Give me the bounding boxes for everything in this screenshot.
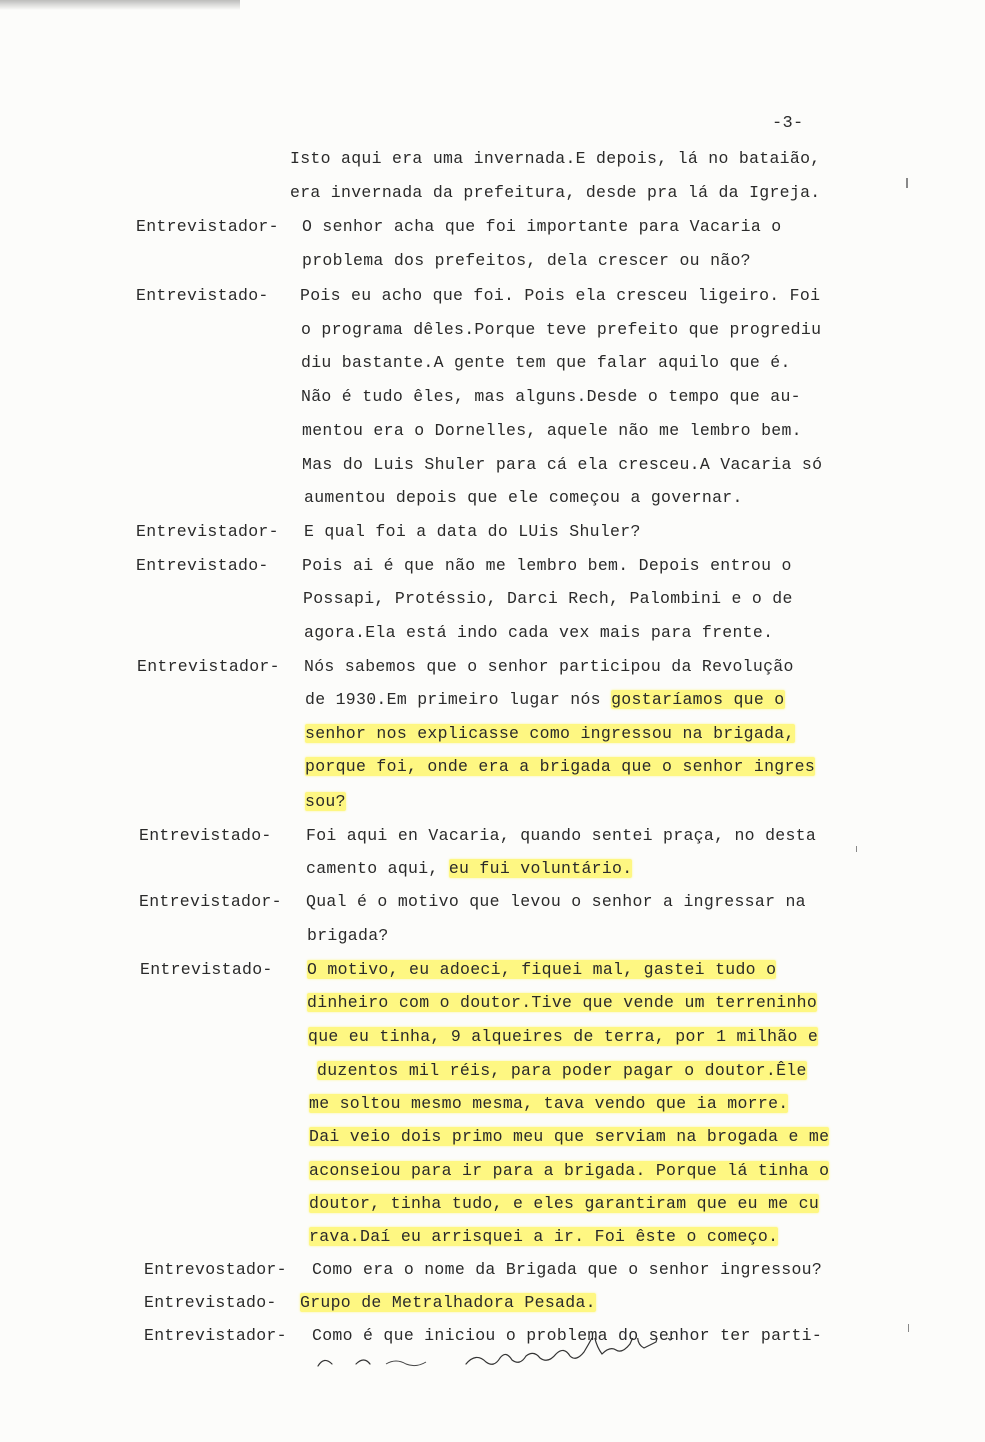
handwritten-annotation bbox=[316, 1338, 816, 1372]
text-line bbox=[305, 690, 785, 709]
highlighted-text: Dai veio dois primo meu que serviam na brogada e me bbox=[309, 1127, 830, 1146]
text-line bbox=[307, 960, 776, 979]
speaker-label: Entrevistador- bbox=[137, 657, 280, 676]
text-line bbox=[305, 757, 815, 776]
highlighted-text: me soltou mesmo mesma, tava vendo que ia morre. bbox=[309, 1094, 789, 1113]
text-line: Mas do Luis Shuler para cá ela cresceu.A Vacaria só bbox=[302, 455, 823, 474]
scan-shadow bbox=[0, 0, 240, 10]
speaker-label: Entrevistado- bbox=[140, 960, 273, 979]
text-line bbox=[307, 993, 817, 1012]
text-line: problema dos prefeitos, dela crescer ou não? bbox=[302, 251, 751, 270]
speaker-label: Entrevistado- bbox=[139, 826, 272, 845]
stray-mark bbox=[856, 846, 857, 852]
highlighted-text: que eu tinha, 9 alqueires de terra, por 1 milhão e bbox=[308, 1027, 819, 1046]
text-line bbox=[309, 1227, 778, 1246]
text-line: diu bastante.A gente tem que falar aquilo que é. bbox=[301, 353, 791, 372]
text-line: Foi aqui en Vacaria, quando sentei praça, no desta bbox=[306, 826, 817, 845]
highlighted-text: gostaríamos que o bbox=[611, 690, 785, 709]
text-line: Isto aqui era uma invernada.E depois, lá no bataião, bbox=[290, 149, 821, 168]
highlighted-text: doutor, tinha tudo, e eles garantiram que eu me cu bbox=[309, 1194, 820, 1213]
text-line bbox=[309, 1094, 788, 1113]
text-segment: camento aqui, bbox=[306, 859, 449, 878]
stray-mark bbox=[906, 178, 908, 188]
text-line: Qual é o motivo que levou o senhor a ingressar na bbox=[306, 892, 806, 911]
text-line bbox=[305, 792, 346, 811]
page-number: -3- bbox=[772, 114, 804, 133]
highlighted-text: Grupo de Metralhadora Pesada. bbox=[300, 1293, 596, 1312]
speaker-label: Entrevistador- bbox=[136, 522, 279, 541]
text-line: Pois eu acho que foi. Pois ela cresceu ligeiro. Foi bbox=[300, 286, 821, 305]
text-line: era invernada da prefeitura, desde pra lá da Igreja. bbox=[290, 183, 821, 202]
text-line bbox=[317, 1061, 807, 1080]
text-line bbox=[309, 1161, 829, 1180]
highlighted-text: duzentos mil réis, para poder pagar o doutor.Êle bbox=[317, 1061, 807, 1080]
text-line bbox=[309, 1194, 819, 1213]
text-line: aumentou depois que ele começou a governar. bbox=[304, 488, 743, 507]
text-line: mentou era o Dornelles, aquele não me lembro bem. bbox=[302, 421, 802, 440]
speaker-label: Entrevistado- bbox=[144, 1293, 277, 1312]
highlighted-text: senhor nos explicasse como ingressou na brigada, bbox=[305, 724, 795, 743]
text-line bbox=[300, 1293, 596, 1312]
speaker-label: Entrevistador- bbox=[144, 1326, 287, 1345]
speaker-label: Entrevostador- bbox=[144, 1260, 287, 1279]
speaker-label: Entrevistado- bbox=[136, 556, 269, 575]
highlighted-text: dinheiro com o doutor.Tive que vende um terreninho bbox=[307, 993, 818, 1012]
text-line: Como é que iniciou o problema do senhor ter parti- bbox=[312, 1326, 823, 1345]
text-line bbox=[306, 859, 632, 878]
text-segment: de 1930.Em primeiro lugar nós bbox=[305, 690, 612, 709]
text-line: Possapi, Protéssio, Darci Rech, Palombini e o de bbox=[303, 589, 793, 608]
text-line: Nós sabemos que o senhor participou da Revolução bbox=[304, 657, 794, 676]
highlighted-text: rava.Daí eu arrisquei a ir. Foi êste o começo. bbox=[309, 1227, 779, 1246]
speaker-label: Entrevistador- bbox=[136, 217, 279, 236]
text-line: Não é tudo êles, mas alguns.Desde o tempo que au- bbox=[301, 387, 801, 406]
highlighted-text: aconseiou para ir para a brigada. Porque lá tinha o bbox=[309, 1161, 830, 1180]
text-line: o programa dêles.Porque teve prefeito que progrediu bbox=[301, 320, 822, 339]
text-line: brigada? bbox=[307, 926, 389, 945]
text-line: E qual foi a data do LUis Shuler? bbox=[304, 522, 641, 541]
speaker-label: Entrevistador- bbox=[139, 892, 282, 911]
speaker-label: Entrevistado- bbox=[136, 286, 269, 305]
highlighted-text: sou? bbox=[305, 792, 346, 811]
highlighted-text: O motivo, eu adoeci, fiquei mal, gastei tudo o bbox=[307, 960, 777, 979]
text-line: Pois ai é que não me lembro bem. Depois entrou o bbox=[302, 556, 792, 575]
text-line: Como era o nome da Brigada que o senhor ingressou? bbox=[312, 1260, 823, 1279]
highlighted-text: eu fui voluntário. bbox=[448, 859, 633, 878]
text-line: O senhor acha que foi importante para Vacaria o bbox=[302, 217, 782, 236]
text-line bbox=[309, 1127, 829, 1146]
text-line bbox=[308, 1027, 818, 1046]
stray-mark bbox=[908, 1324, 909, 1332]
text-line bbox=[305, 724, 795, 743]
text-line: agora.Ela está indo cada vex mais para frente. bbox=[304, 623, 774, 642]
highlighted-text: porque foi, onde era a brigada que o senhor ingres bbox=[305, 757, 816, 776]
